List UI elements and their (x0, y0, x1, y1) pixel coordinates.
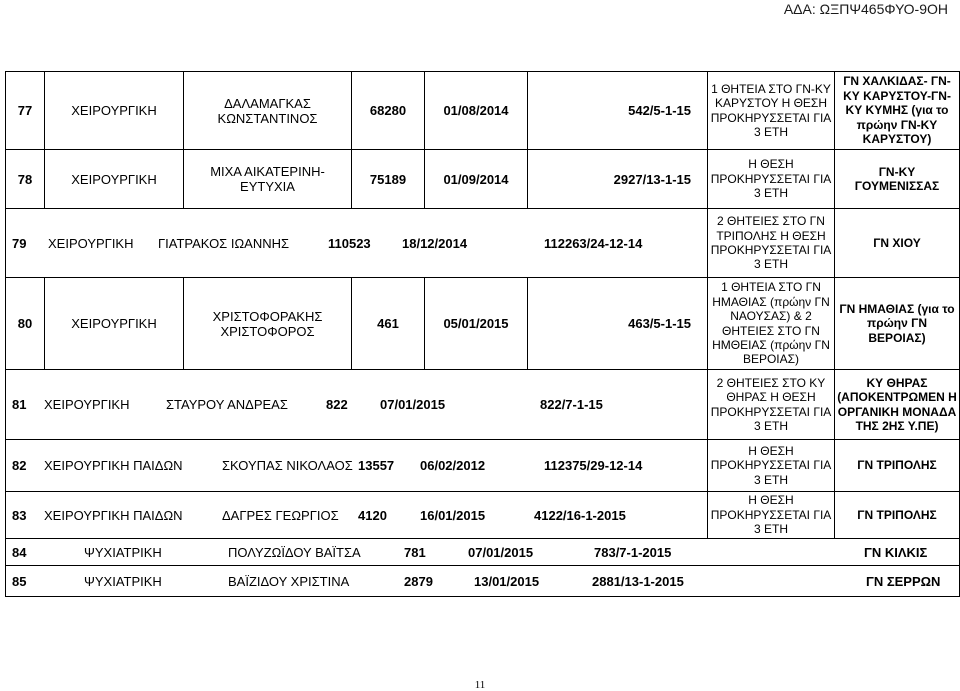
name-cell: ΧΡΙΣΤΟΦΟΡΑΚΗΣ ΧΡΙΣΤΟΦΟΡΟΣ (184, 278, 352, 370)
specialty-cell: ΧΕΙΡΟΥΡΓΙΚΗ (45, 150, 184, 209)
row-text (9, 574, 956, 589)
destination-cell: ΓΝ ΧΑΛΚΙΔΑΣ- ΓΝ-ΚΥ ΚΑΡΥΣΤΟΥ-ΓΝ-ΚΥ ΚΥΜΗΣ (για το πρώην ΓΝ-ΚΥ ΚΑΡΥΣΤΟΥ) (835, 72, 960, 150)
specialty-cell: ΧΕΙΡΟΥΡΓΙΚΗ (45, 72, 184, 150)
date-cell: 01/08/2014 (425, 72, 528, 150)
name-cell: ΣΚΟΥΠΑΣ ΝΙΚΟΛΑΟΣ (222, 458, 353, 473)
name-cell: ΒΑΪΖΙΔΟΥ ΧΡΙΣΤΙΝΑ (228, 573, 350, 589)
specialty-cell: ΧΕΙΡΟΥΡΓΙΚΗ ΠΑΙΔΩΝ (44, 458, 183, 473)
merged-row-cell (6, 539, 960, 566)
destination-cell: ΓΝ ΧΙΟΥ (835, 209, 960, 278)
row-text (9, 508, 704, 523)
date-cell: 13/01/2015 (474, 573, 540, 589)
table-row (6, 539, 960, 566)
date-cell: 07/01/2015 (468, 544, 534, 560)
row-number: 81 (12, 397, 27, 412)
table-row (6, 150, 960, 209)
protocol-cell: 822/7-1-15 (540, 397, 603, 412)
name-cell: ΔΑΓΡΕΣ ΓΕΩΡΓΙΟΣ (222, 507, 339, 523)
ada-code: ΑΔΑ: ΩΞΠΨ465ΦΥΟ-9ΟΗ (783, 1, 948, 17)
reg-cell: 461 (352, 278, 425, 370)
table-row (6, 72, 960, 150)
page-number-text: 11 (474, 679, 486, 691)
reg-cell: 822 (326, 397, 348, 412)
merged-row-cell (6, 566, 960, 597)
table-row (6, 278, 960, 370)
destination-cell: ΓΝ ΗΜΑΘΙΑΣ (για το πρώην ΓΝ ΒΕΡΟΙΑΣ) (835, 278, 960, 370)
merged-data-cell (6, 492, 708, 539)
row-text (6, 236, 707, 251)
note-cell: 2 ΘΗΤΕΙΕΣ ΣΤΟ ΓΝ ΤΡΙΠΟΛΗΣ Η ΘΕΣΗ ΠΡΟΚΗΡΥΣΣΕΤΑΙ ΓΙΑ 3 ΕΤΗ (708, 209, 835, 278)
name-cell: ΔΑΛΑΜΑΓΚΑΣ ΚΩΝΣΤΑΝΤΙΝΟΣ (184, 72, 352, 150)
merged-data-cell (6, 440, 708, 492)
row-number: 77 (6, 72, 45, 150)
name-cell: ΣΤΑΥΡΟΥ ΑΝΔΡΕΑΣ (166, 397, 288, 412)
note-cell: 1 ΘΗΤΕΙΑ ΣΤΟ ΓΝ ΗΜΑΘΙΑΣ (πρώην ΓΝ ΝΑΟΥΣΑΣ) & 2 ΘΗΤΕΙΕΣ ΣΤΟ ΓΝ ΗΜΘΕΙΑΣ (πρώην ΓΝ ΒΕΡΟΙΑΣ) (708, 278, 835, 370)
table-row (6, 492, 960, 539)
reg-cell: 68280 (352, 72, 425, 150)
row-number: 84 (12, 544, 27, 560)
table-row (6, 209, 960, 278)
note-cell: 2 ΘΗΤΕΙΕΣ ΣΤΟ ΚΥ ΘΗΡΑΣ Η ΘΕΣΗ ΠΡΟΚΗΡΥΣΣΕΤΑΙ ΓΙΑ 3 ΕΤΗ (708, 370, 835, 440)
protocol-cell: 2881/13-1-2015 (592, 573, 684, 589)
reg-cell: 13557 (358, 458, 395, 473)
specialty-cell: ΧΕΙΡΟΥΡΓΙΚΗ (48, 235, 134, 251)
date-cell: 16/01/2015 (420, 507, 486, 523)
merged-data-cell (6, 370, 708, 440)
reg-cell: 2879 (404, 573, 433, 589)
specialty-cell: ΧΕΙΡΟΥΡΓΙΚΗ ΠΑΙΔΩΝ (44, 507, 183, 523)
reg-cell: 75189 (352, 150, 425, 209)
reg-cell: 781 (404, 544, 426, 560)
table-row (6, 370, 960, 440)
row-number: 83 (12, 507, 27, 523)
note-cell: 1 ΘΗΤΕΙΑ ΣΤΟ ΓΝ-ΚΥ ΚΑΡΥΣΤΟΥ Η ΘΕΣΗ ΠΡΟΚΗΡΥΣΣΕΤΑΙ ΓΙΑ 3 ΕΤΗ (708, 72, 835, 150)
note-cell: Η ΘΕΣΗ ΠΡΟΚΗΡΥΣΣΕΤΑΙ ΓΙΑ 3 ΕΤΗ (708, 150, 835, 209)
table-row (6, 440, 960, 492)
name-cell: ΜΙΧΑ ΑΙΚΑΤΕΡΙΝΗ-ΕΥΤΥΧΙΑ (184, 150, 352, 209)
destination-cell: ΚΥ ΘΗΡΑΣ (ΑΠΟΚΕΝΤΡΩΜΕΝ Η ΟΡΓΑΝΙΚΗ ΜΟΝΑΔΑ ΤΗΣ 2ΗΣ Υ.ΠΕ) (835, 370, 960, 440)
destination-cell: ΓΝ-ΚΥ ΓΟΥΜΕΝΙΣΣΑΣ (835, 150, 960, 209)
name-cell: ΠΟΛΥΖΩΪΔΟΥ ΒΑΪΤΣΑ (228, 544, 361, 560)
row-number: 78 (6, 150, 45, 209)
merged-data-cell (6, 209, 708, 278)
personnel-table (5, 71, 960, 597)
row-number: 85 (12, 573, 27, 589)
note-cell: Η ΘΕΣΗ ΠΡΟΚΗΡΥΣΣΕΤΑΙ ΓΙΑ 3 ΕΤΗ (708, 440, 835, 492)
protocol-cell: 542/5-1-15 (528, 72, 708, 150)
reg-cell: 4120 (358, 507, 387, 523)
destination-cell: ΓΝ ΤΡΙΠΟΛΗΣ (835, 440, 960, 492)
protocol-cell: 463/5-1-15 (528, 278, 708, 370)
protocol-cell: 4122/16-1-2015 (534, 507, 626, 523)
date-cell: 05/01/2015 (425, 278, 528, 370)
specialty-cell: ΧΕΙΡΟΥΡΓΙΚΗ (44, 397, 130, 412)
destination-cell: ΓΝ ΣΕΡΡΩΝ (866, 573, 941, 589)
date-cell: 18/12/2014 (402, 235, 468, 251)
specialty-cell: ΨΥΧΙΑΤΡΙΚΗ (84, 573, 162, 589)
protocol-cell: 2927/13-1-15 (528, 150, 708, 209)
row-text (9, 397, 704, 412)
row-text (9, 545, 956, 560)
row-text (9, 458, 704, 473)
page-number (0, 679, 960, 691)
note-cell: Η ΘΕΣΗ ΠΡΟΚΗΡΥΣΣΕΤΑΙ ΓΙΑ 3 ΕΤΗ (708, 492, 835, 539)
protocol-cell: 783/7-1-2015 (594, 544, 672, 560)
specialty-cell: ΨΥΧΙΑΤΡΙΚΗ (84, 544, 162, 560)
row-number: 80 (6, 278, 45, 370)
row-number: 79 (12, 235, 27, 251)
protocol-cell: 112263/24-12-14 (544, 235, 643, 251)
protocol-cell: 112375/29-12-14 (544, 458, 643, 473)
specialty-cell: ΧΕΙΡΟΥΡΓΙΚΗ (45, 278, 184, 370)
name-cell: ΓΙΑΤΡΑΚΟΣ ΙΩΑΝΝΗΣ (158, 235, 290, 251)
destination-cell: ΓΝ ΚΙΛΚΙΣ (864, 544, 928, 560)
reg-cell: 110523 (328, 235, 371, 251)
date-cell: 07/01/2015 (380, 397, 446, 412)
date-cell: 06/02/2012 (420, 458, 486, 473)
destination-cell: ΓΝ ΤΡΙΠΟΛΗΣ (835, 492, 960, 539)
row-number: 82 (12, 458, 27, 473)
date-cell: 01/09/2014 (425, 150, 528, 209)
table-row (6, 566, 960, 597)
